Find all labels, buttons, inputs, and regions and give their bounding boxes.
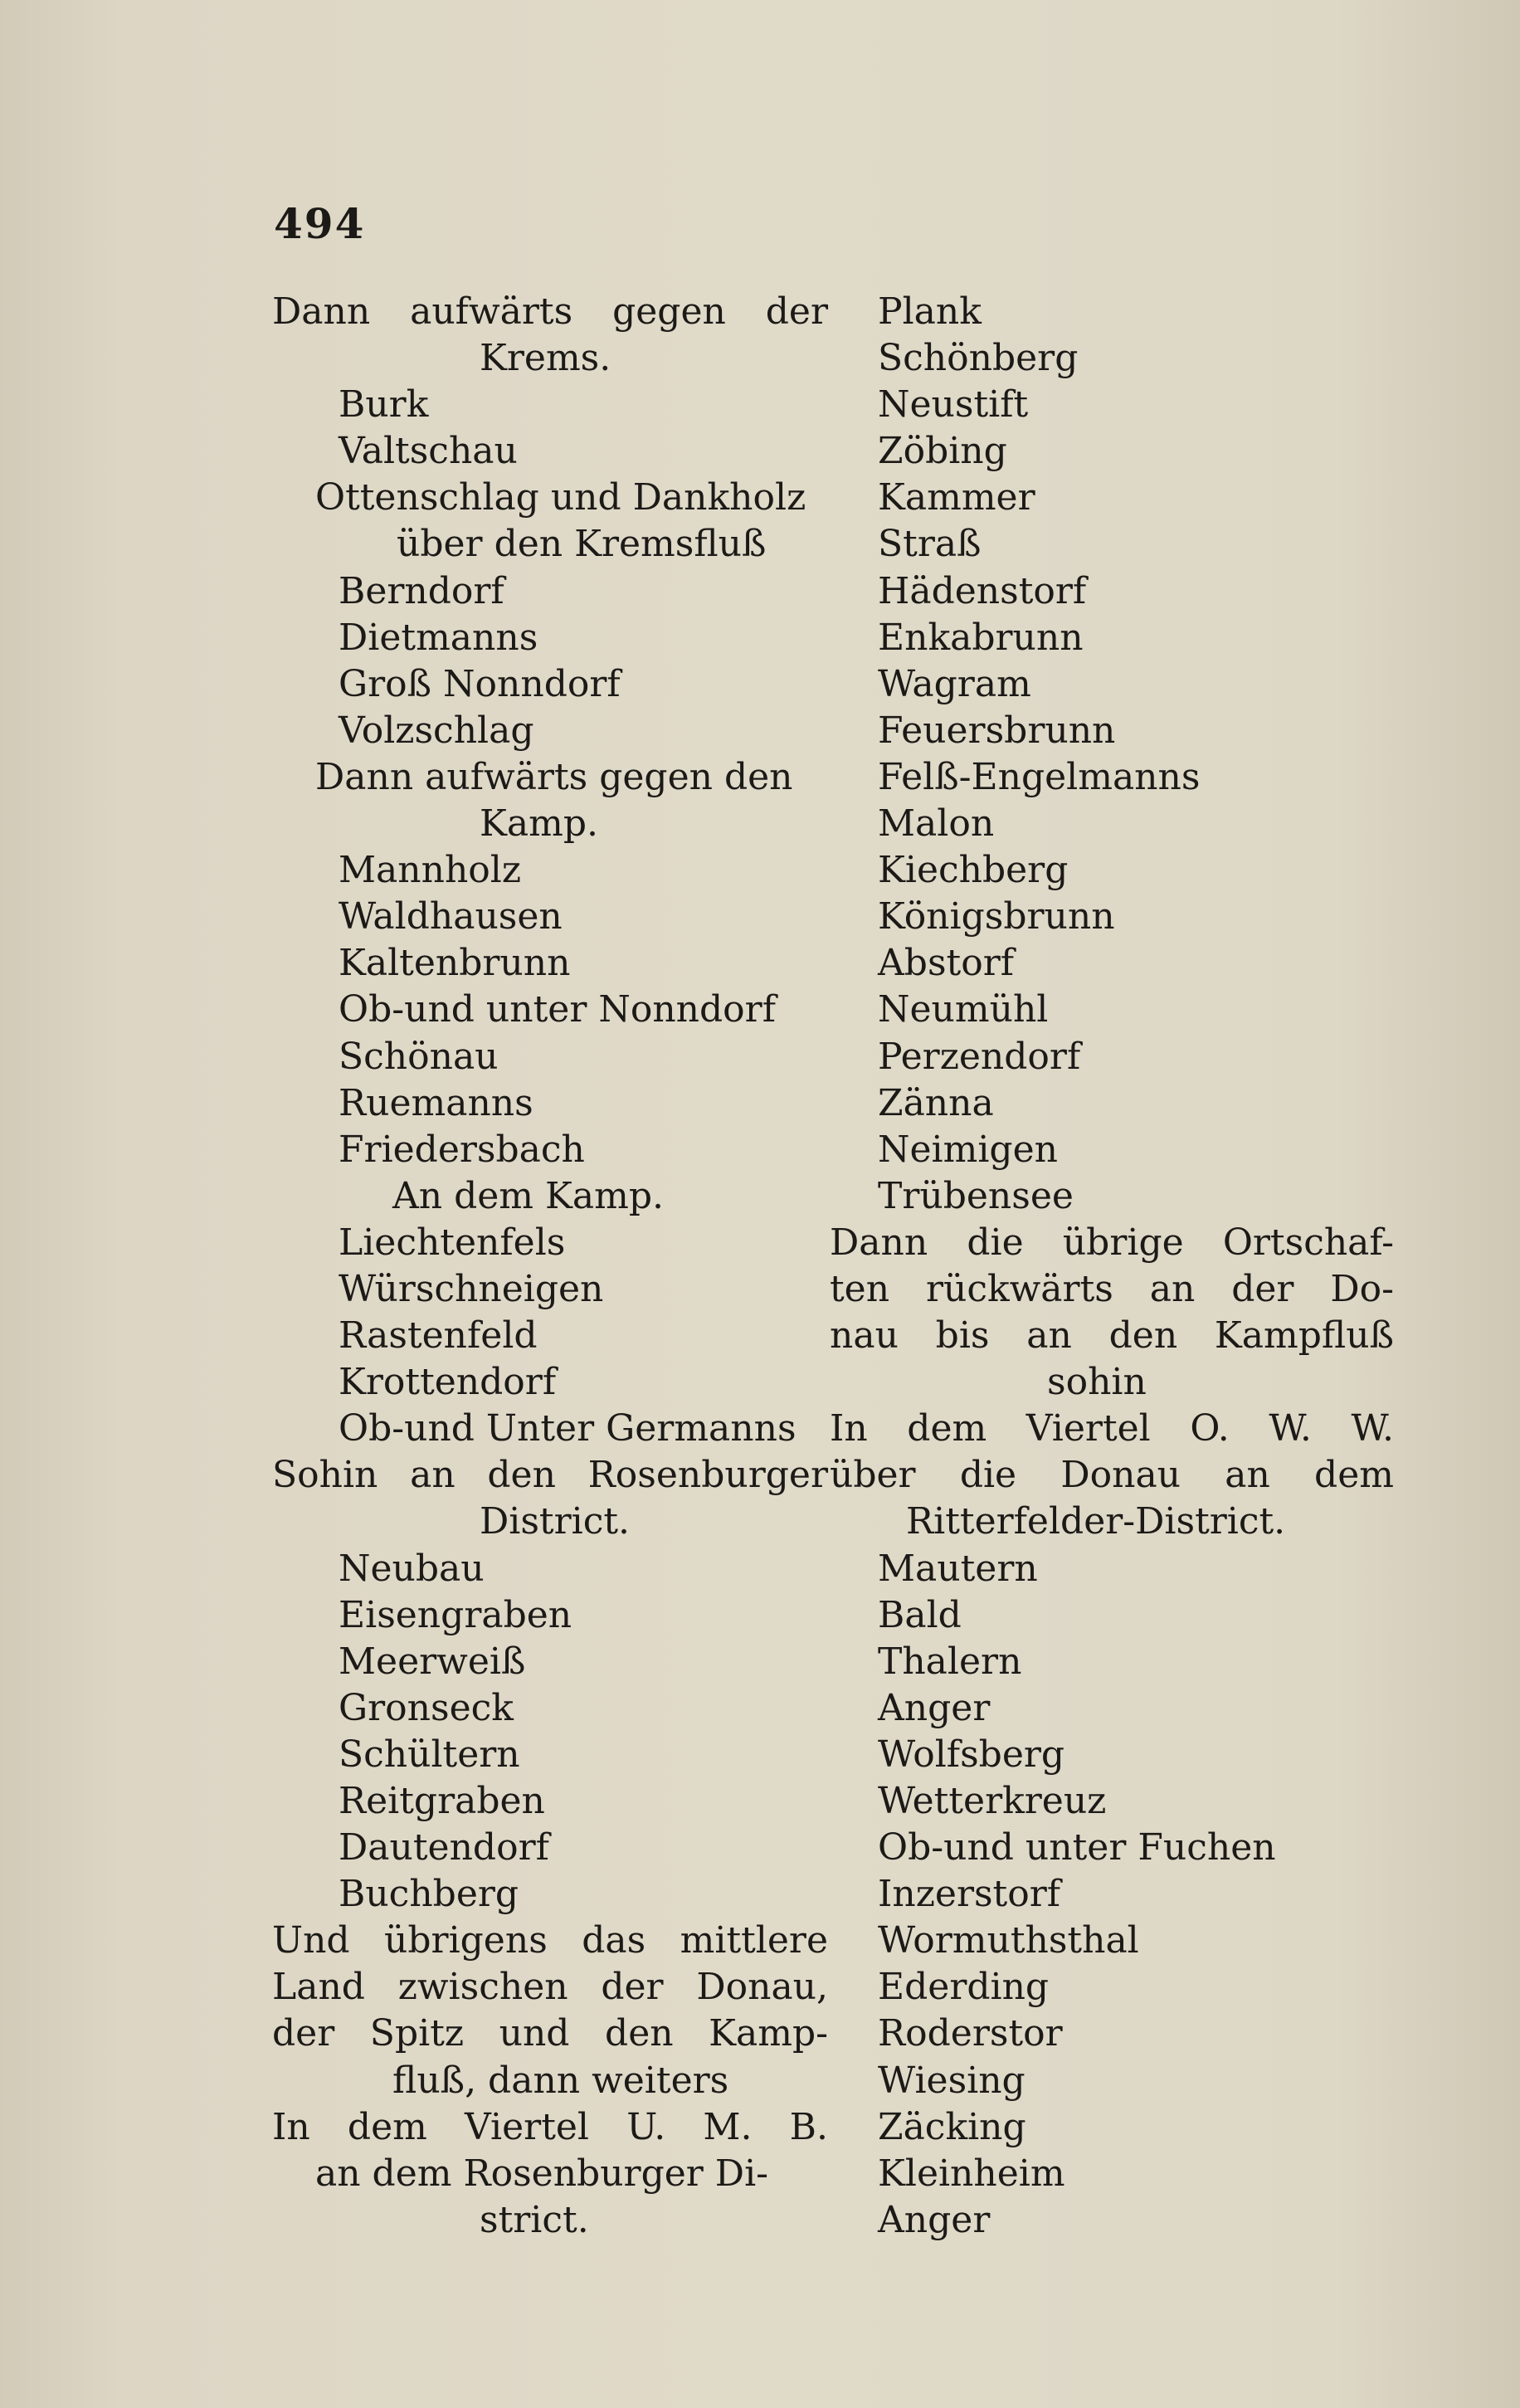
right-column-line: Roderstor bbox=[878, 2012, 1063, 2055]
left-column-line: Liechtenfels bbox=[339, 1221, 566, 1264]
right-column-line: Straß bbox=[878, 523, 982, 566]
right-column-line: Kiechberg bbox=[878, 849, 1069, 892]
right-column-line: Ob-und unter Fuchen bbox=[878, 1826, 1276, 1869]
left-column-line: Mannholz bbox=[339, 849, 522, 892]
right-column-line: Schönberg bbox=[878, 337, 1079, 380]
left-column-line: Ob-und Unter Germanns bbox=[339, 1407, 797, 1450]
right-column-line: Wiesing bbox=[878, 2059, 1026, 2102]
left-column-line: Valtschau bbox=[339, 430, 518, 473]
left-column-line: Schönau bbox=[339, 1035, 499, 1078]
left-column-line: Dautendorf bbox=[339, 1826, 549, 1869]
left-column-line: Sohin an den Rosenburger bbox=[272, 1454, 828, 1497]
right-column-line: Wolfsberg bbox=[878, 1733, 1065, 1776]
left-column-line: Ruemanns bbox=[339, 1081, 533, 1124]
left-column-line: Dann aufwärts gegen der bbox=[272, 290, 828, 333]
right-column-line: Neimigen bbox=[878, 1128, 1058, 1171]
left-column-line: Groß Nonndorf bbox=[339, 662, 621, 705]
left-column-line: Würschneigen bbox=[339, 1267, 604, 1310]
left-column-line: Kaltenbrunn bbox=[339, 942, 571, 985]
left-column-line: Krottendorf bbox=[339, 1361, 557, 1404]
right-column-line: nau bis an den Kampfluß bbox=[830, 1314, 1394, 1358]
left-column-line: Und übrigens das mittlere bbox=[272, 1919, 828, 1962]
right-column bbox=[830, 289, 1394, 2244]
right-column-line: sohin bbox=[1047, 1361, 1147, 1404]
left-column-line: Dietmanns bbox=[339, 616, 538, 659]
left-column-line: District. bbox=[480, 1500, 631, 1543]
left-column bbox=[272, 289, 836, 2244]
right-column-line: Anger bbox=[878, 1686, 991, 1729]
right-column-line: Wormuthsthal bbox=[878, 1919, 1139, 1962]
right-column-line: Ritterfelder-District. bbox=[906, 1500, 1286, 1543]
right-column-line: Neustift bbox=[878, 383, 1029, 427]
left-column-line: an dem Rosenburger Di- bbox=[315, 2152, 769, 2195]
left-column-line: strict. bbox=[480, 2198, 589, 2241]
left-column-line: Buchberg bbox=[339, 1873, 519, 1916]
right-column-line: In dem Viertel O. W. W. bbox=[830, 1407, 1394, 1450]
left-column-line: Neubau bbox=[339, 1547, 485, 1590]
right-column-line: Kleinheim bbox=[878, 2152, 1065, 2195]
right-column-line: Perzendorf bbox=[878, 1035, 1081, 1078]
left-column-line: Rastenfeld bbox=[339, 1314, 538, 1358]
right-column-line: Zäcking bbox=[878, 2105, 1026, 2148]
right-column-line: Mautern bbox=[878, 1547, 1038, 1590]
right-column-line: Dann die übrige Ortschaf- bbox=[830, 1221, 1394, 1264]
left-column-line: In dem Viertel U. M. B. bbox=[272, 2105, 828, 2148]
page-number: 494 bbox=[274, 199, 366, 248]
right-column-line: Zöbing bbox=[878, 430, 1007, 473]
right-column-line: ten rückwärts an der Do- bbox=[830, 1267, 1394, 1310]
left-column-line: Meerweiß bbox=[339, 1640, 526, 1683]
left-column-line: Schültern bbox=[339, 1733, 520, 1776]
left-column-line: Waldhausen bbox=[339, 895, 563, 938]
right-column-line: Bald bbox=[878, 1593, 962, 1636]
right-column-line: Hädenstorf bbox=[878, 569, 1087, 612]
right-column-line: Thalern bbox=[878, 1640, 1022, 1683]
right-column-line: Felß-Engelmanns bbox=[878, 755, 1201, 798]
left-column-line: Ottenschlag und Dankholz bbox=[315, 476, 806, 519]
left-column-line: Dann aufwärts gegen den bbox=[315, 755, 793, 798]
left-column-line: der Spitz und den Kamp- bbox=[272, 2012, 828, 2055]
right-column-line: über die Donau an dem bbox=[830, 1454, 1394, 1497]
left-column-line: über den Kremsfluß bbox=[397, 523, 767, 566]
right-column-line: Wetterkreuz bbox=[878, 1780, 1107, 1822]
left-column-line: An dem Kamp. bbox=[392, 1174, 664, 1217]
left-column-line: fluß, dann weiters bbox=[392, 2059, 729, 2102]
right-column-line: Neumühl bbox=[878, 988, 1049, 1031]
left-column-line: Krems. bbox=[480, 337, 611, 380]
right-column-line: Kammer bbox=[878, 476, 1035, 519]
right-column-line: Zänna bbox=[878, 1081, 994, 1124]
right-column-line: Abstorf bbox=[878, 942, 1015, 985]
right-column-line: Wagram bbox=[878, 662, 1031, 705]
right-column-line: Feuersbrunn bbox=[878, 709, 1116, 752]
left-column-line: Berndorf bbox=[339, 569, 504, 612]
left-column-line: Gronseck bbox=[339, 1686, 514, 1729]
right-column-line: Plank bbox=[878, 290, 982, 333]
right-column-line: Enkabrunn bbox=[878, 616, 1084, 659]
left-column-line: Reitgraben bbox=[339, 1780, 545, 1822]
right-column-line: Königsbrunn bbox=[878, 895, 1115, 938]
right-column-line: Trübensee bbox=[878, 1174, 1074, 1217]
left-column-line: Friedersbach bbox=[339, 1128, 585, 1171]
right-column-line: Inzerstorf bbox=[878, 1873, 1061, 1916]
left-column-line: Land zwischen der Donau, bbox=[272, 1966, 828, 2009]
right-column-line: Anger bbox=[878, 2198, 991, 2241]
left-column-line: Volzschlag bbox=[339, 709, 534, 752]
left-column-line: Kamp. bbox=[480, 802, 598, 846]
left-column-line: Eisengraben bbox=[339, 1593, 572, 1636]
right-column-line: Malon bbox=[878, 802, 995, 846]
right-column-line: Ederding bbox=[878, 1966, 1050, 2009]
left-column-line: Burk bbox=[339, 383, 429, 427]
left-column-line: Ob-und unter Nonndorf bbox=[339, 988, 776, 1031]
